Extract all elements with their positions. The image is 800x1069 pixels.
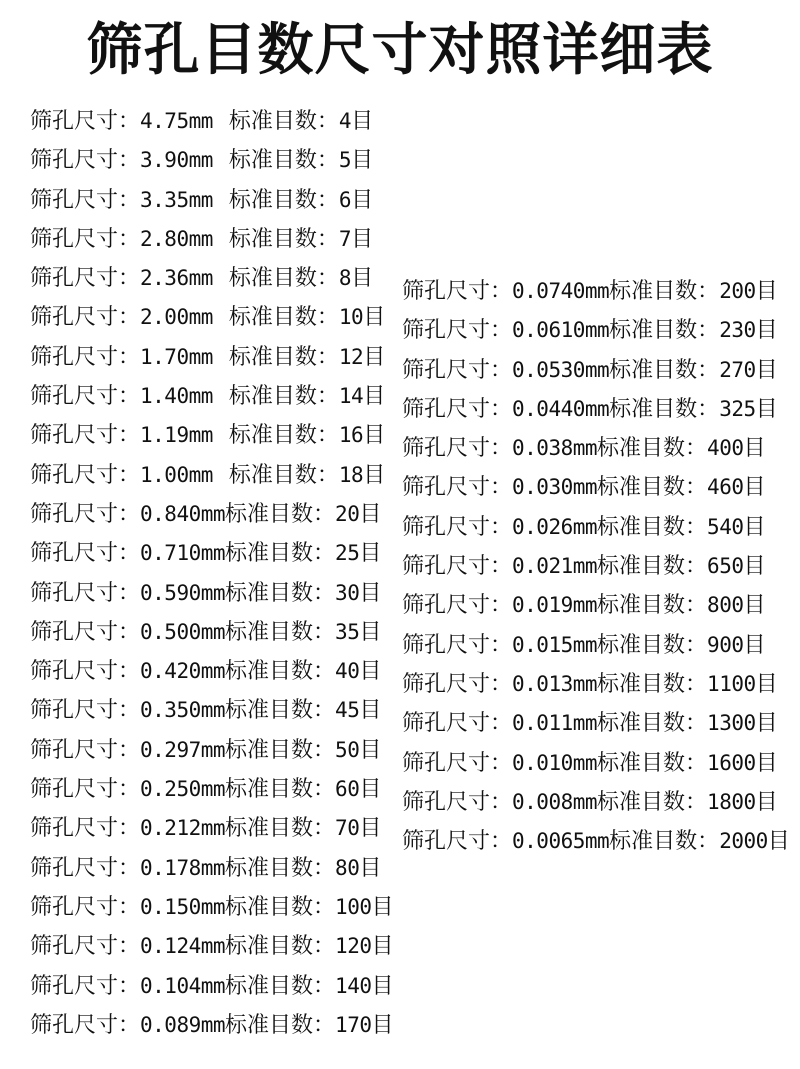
list-item bbox=[30, 691, 394, 730]
size-unit: mm bbox=[572, 750, 598, 775]
mesh-unit: 目 bbox=[743, 436, 766, 462]
mesh-unit: 目 bbox=[371, 1012, 394, 1038]
mesh-label: 标准目数： bbox=[228, 462, 339, 488]
list-item bbox=[402, 665, 790, 704]
size-label: 筛孔尺寸： bbox=[30, 226, 141, 252]
mesh-value: 1600 bbox=[707, 750, 756, 775]
mesh-value: 400 bbox=[707, 436, 744, 461]
size-unit: mm bbox=[188, 266, 213, 291]
size-value: 2.80 bbox=[140, 226, 189, 251]
size-label: 筛孔尺寸： bbox=[30, 187, 141, 213]
list-item bbox=[402, 744, 790, 783]
size-unit: mm bbox=[200, 541, 226, 566]
size-label: 筛孔尺寸： bbox=[30, 659, 141, 685]
list-item bbox=[402, 547, 790, 586]
list-item bbox=[402, 783, 790, 822]
size-label: 筛孔尺寸： bbox=[30, 305, 141, 331]
list-item bbox=[30, 220, 394, 259]
size-value: 2.00 bbox=[140, 305, 189, 330]
size-label: 筛孔尺寸： bbox=[30, 580, 141, 606]
mesh-unit: 目 bbox=[755, 396, 778, 422]
mesh-label: 标准目数： bbox=[225, 737, 336, 763]
size-label: 筛孔尺寸： bbox=[402, 632, 513, 658]
size-label: 筛孔尺寸： bbox=[402, 514, 513, 540]
mesh-unit: 目 bbox=[755, 789, 778, 815]
mesh-value: 170 bbox=[335, 1012, 372, 1037]
mesh-label: 标准目数： bbox=[225, 816, 336, 842]
size-unit: mm bbox=[584, 279, 610, 303]
mesh-unit: 目 bbox=[359, 580, 382, 606]
size-label: 筛孔尺寸： bbox=[402, 357, 513, 383]
mesh-unit: 目 bbox=[363, 423, 386, 449]
size-label: 筛孔尺寸： bbox=[402, 593, 513, 619]
mesh-unit: 目 bbox=[743, 475, 766, 501]
mesh-value: 230 bbox=[719, 318, 756, 343]
mesh-value: 1800 bbox=[707, 789, 756, 814]
mesh-label: 标准目数： bbox=[228, 305, 339, 331]
mesh-value: 650 bbox=[707, 554, 744, 579]
list-item bbox=[30, 574, 394, 613]
size-unit: mm bbox=[584, 318, 610, 343]
size-label: 筛孔尺寸： bbox=[402, 750, 513, 776]
mesh-unit: 目 bbox=[359, 659, 382, 685]
size-value: 0.019 bbox=[512, 593, 573, 618]
mesh-label: 标准目数： bbox=[597, 750, 708, 776]
page-title: 筛孔目数尺寸对照详细表 bbox=[86, 17, 714, 83]
size-value: 3.35 bbox=[140, 187, 189, 212]
list-item bbox=[30, 809, 394, 848]
list-item bbox=[30, 495, 394, 534]
size-unit: mm bbox=[200, 501, 226, 526]
size-value: 0.124 bbox=[140, 934, 201, 959]
size-value: 1.19 bbox=[140, 423, 189, 448]
size-value: 0.590 bbox=[140, 580, 201, 605]
mesh-label: 标准目数： bbox=[609, 318, 720, 344]
mesh-label: 标准目数： bbox=[228, 344, 339, 370]
size-value: 0.297 bbox=[140, 737, 201, 762]
mesh-unit: 目 bbox=[755, 279, 778, 304]
mesh-unit: 目 bbox=[359, 737, 382, 763]
size-unit: mm bbox=[200, 737, 226, 762]
list-item bbox=[30, 338, 394, 377]
size-unit: mm bbox=[572, 554, 598, 579]
size-label: 筛孔尺寸： bbox=[30, 109, 141, 134]
mesh-unit: 目 bbox=[359, 855, 382, 881]
mesh-label: 标准目数： bbox=[228, 109, 339, 134]
size-unit: mm bbox=[572, 593, 598, 618]
size-value: 0.089 bbox=[140, 1012, 201, 1037]
size-unit: mm bbox=[188, 384, 213, 409]
size-value: 0.010 bbox=[512, 750, 573, 775]
mesh-unit: 目 bbox=[371, 894, 394, 920]
mesh-label: 标准目数： bbox=[225, 619, 336, 645]
list-item bbox=[30, 927, 394, 966]
size-value: 1.00 bbox=[140, 462, 189, 487]
mesh-label: 标准目数： bbox=[228, 226, 339, 252]
mesh-unit: 目 bbox=[755, 318, 778, 344]
size-value: 3.90 bbox=[140, 148, 189, 173]
size-label: 筛孔尺寸： bbox=[30, 816, 141, 842]
size-unit: mm bbox=[200, 1012, 226, 1037]
left-mesh-list bbox=[30, 102, 394, 1045]
size-label: 筛孔尺寸： bbox=[402, 711, 513, 737]
size-unit: mm bbox=[188, 226, 213, 251]
mesh-value: 35 bbox=[335, 619, 360, 644]
size-unit: mm bbox=[584, 357, 610, 382]
mesh-value: 4 bbox=[338, 109, 352, 133]
size-unit: mm bbox=[200, 777, 226, 802]
size-value: 1.40 bbox=[140, 384, 189, 409]
mesh-value: 30 bbox=[335, 580, 360, 605]
mesh-label: 标准目数： bbox=[597, 436, 708, 462]
size-unit: mm bbox=[200, 894, 226, 919]
list-item bbox=[30, 102, 394, 141]
size-label: 筛孔尺寸： bbox=[30, 855, 141, 881]
size-unit: mm bbox=[200, 698, 226, 723]
mesh-value: 80 bbox=[335, 855, 360, 880]
mesh-unit: 目 bbox=[743, 514, 766, 540]
list-item bbox=[402, 626, 790, 665]
mesh-unit: 目 bbox=[359, 816, 382, 842]
size-label: 筛孔尺寸： bbox=[30, 698, 141, 724]
list-item bbox=[30, 259, 394, 298]
size-label: 筛孔尺寸： bbox=[30, 541, 141, 567]
size-value: 0.013 bbox=[512, 671, 573, 696]
mesh-label: 标准目数： bbox=[225, 934, 336, 960]
list-item bbox=[402, 704, 790, 743]
mesh-value: 20 bbox=[335, 501, 360, 526]
size-value: 0.150 bbox=[140, 894, 201, 919]
mesh-unit: 目 bbox=[743, 554, 766, 580]
mesh-label: 标准目数： bbox=[225, 501, 336, 527]
size-value: 0.0530 bbox=[512, 357, 585, 382]
mesh-label: 标准目数： bbox=[225, 698, 336, 724]
list-item bbox=[30, 613, 394, 652]
size-unit: mm bbox=[200, 619, 226, 644]
size-label: 筛孔尺寸： bbox=[30, 501, 141, 527]
size-unit: mm bbox=[188, 187, 213, 212]
size-unit: mm bbox=[188, 462, 213, 487]
size-label: 筛孔尺寸： bbox=[30, 934, 141, 960]
mesh-label: 标准目数： bbox=[225, 894, 336, 920]
mesh-value: 14 bbox=[338, 384, 364, 409]
size-value: 0.104 bbox=[140, 973, 201, 998]
size-unit: mm bbox=[572, 711, 598, 736]
size-unit: mm bbox=[572, 475, 598, 500]
size-unit: mm bbox=[200, 816, 226, 841]
size-label: 筛孔尺寸： bbox=[402, 829, 513, 855]
size-label: 筛孔尺寸： bbox=[30, 619, 141, 645]
mesh-unit: 目 bbox=[351, 226, 374, 252]
size-label: 筛孔尺寸： bbox=[30, 1012, 141, 1038]
size-value: 0.0610 bbox=[512, 318, 585, 343]
size-value: 0.178 bbox=[140, 855, 201, 880]
mesh-label: 标准目数： bbox=[228, 384, 339, 410]
mesh-label: 标准目数： bbox=[597, 475, 708, 501]
mesh-unit: 目 bbox=[767, 829, 790, 855]
size-label: 筛孔尺寸： bbox=[402, 671, 513, 697]
mesh-value: 5 bbox=[338, 148, 352, 173]
size-unit: mm bbox=[188, 344, 213, 369]
list-item bbox=[402, 351, 790, 390]
mesh-unit: 目 bbox=[743, 632, 766, 658]
list-item bbox=[30, 770, 394, 809]
list-item bbox=[402, 272, 790, 311]
size-value: 0.011 bbox=[512, 711, 573, 736]
list-item bbox=[402, 586, 790, 625]
mesh-value: 16 bbox=[338, 423, 364, 448]
mesh-value: 18 bbox=[338, 462, 364, 487]
size-unit: mm bbox=[572, 632, 598, 657]
size-value: 0.026 bbox=[512, 514, 573, 539]
list-item bbox=[30, 967, 394, 1006]
mesh-value: 70 bbox=[335, 816, 360, 841]
size-value: 0.710 bbox=[140, 541, 201, 566]
mesh-label: 标准目数： bbox=[228, 187, 339, 213]
mesh-value: 2000 bbox=[719, 829, 768, 854]
size-value: 0.030 bbox=[512, 475, 573, 500]
size-label: 筛孔尺寸： bbox=[30, 384, 141, 410]
mesh-value: 540 bbox=[707, 514, 744, 539]
size-unit: mm bbox=[188, 148, 213, 173]
list-item bbox=[30, 888, 394, 927]
size-value: 0.350 bbox=[140, 698, 201, 723]
size-value: 0.038 bbox=[512, 436, 573, 461]
size-unit: mm bbox=[188, 305, 213, 330]
size-unit: mm bbox=[572, 514, 598, 539]
mesh-value: 325 bbox=[719, 396, 756, 421]
mesh-value: 12 bbox=[338, 344, 364, 369]
mesh-unit: 目 bbox=[351, 187, 374, 213]
size-value: 0.0065 bbox=[512, 829, 585, 854]
mesh-label: 标准目数： bbox=[597, 554, 708, 580]
size-value: 0.500 bbox=[140, 619, 201, 644]
mesh-value: 200 bbox=[719, 279, 756, 303]
mesh-label: 标准目数： bbox=[609, 357, 720, 383]
list-item bbox=[30, 731, 394, 770]
size-label: 筛孔尺寸： bbox=[30, 777, 141, 803]
mesh-value: 7 bbox=[338, 226, 352, 251]
size-unit: mm bbox=[200, 934, 226, 959]
right-mesh-list bbox=[402, 272, 790, 861]
mesh-value: 6 bbox=[338, 187, 352, 212]
mesh-label: 标准目数： bbox=[597, 711, 708, 737]
mesh-unit: 目 bbox=[755, 711, 778, 737]
size-unit: mm bbox=[572, 671, 598, 696]
mesh-label: 标准目数： bbox=[597, 514, 708, 540]
mesh-label: 标准目数： bbox=[597, 789, 708, 815]
mesh-unit: 目 bbox=[371, 973, 394, 999]
size-value: 0.420 bbox=[140, 659, 201, 684]
mesh-label: 标准目数： bbox=[225, 973, 336, 999]
mesh-label: 标准目数： bbox=[228, 148, 339, 174]
size-label: 筛孔尺寸： bbox=[402, 789, 513, 815]
mesh-value: 140 bbox=[335, 973, 372, 998]
mesh-label: 标准目数： bbox=[609, 396, 720, 422]
mesh-unit: 目 bbox=[359, 541, 382, 567]
mesh-value: 45 bbox=[335, 698, 360, 723]
size-label: 筛孔尺寸： bbox=[402, 318, 513, 344]
size-unit: mm bbox=[188, 423, 213, 448]
size-value: 0.212 bbox=[140, 816, 201, 841]
size-value: 0.250 bbox=[140, 777, 201, 802]
mesh-label: 标准目数： bbox=[225, 1012, 336, 1038]
list-item bbox=[30, 377, 394, 416]
size-value: 0.840 bbox=[140, 501, 201, 526]
size-label: 筛孔尺寸： bbox=[30, 344, 141, 370]
mesh-unit: 目 bbox=[363, 305, 386, 331]
mesh-unit: 目 bbox=[755, 750, 778, 776]
size-value: 0.021 bbox=[512, 554, 573, 579]
mesh-unit: 目 bbox=[363, 462, 386, 488]
mesh-value: 8 bbox=[338, 266, 352, 291]
size-unit: mm bbox=[200, 855, 226, 880]
mesh-label: 标准目数： bbox=[225, 541, 336, 567]
mesh-unit: 目 bbox=[363, 344, 386, 370]
mesh-label: 标准目数： bbox=[225, 580, 336, 606]
mesh-label: 标准目数： bbox=[225, 777, 336, 803]
size-label: 筛孔尺寸： bbox=[30, 973, 141, 999]
mesh-value: 60 bbox=[335, 777, 360, 802]
list-item bbox=[30, 181, 394, 220]
mesh-value: 1300 bbox=[707, 711, 756, 736]
mesh-unit: 目 bbox=[359, 501, 382, 527]
mesh-label: 标准目数： bbox=[597, 632, 708, 658]
list-item bbox=[30, 652, 394, 691]
mesh-unit: 目 bbox=[743, 593, 766, 619]
mesh-value: 10 bbox=[338, 305, 364, 330]
size-label: 筛孔尺寸： bbox=[402, 396, 513, 422]
mesh-value: 1100 bbox=[707, 671, 756, 696]
mesh-unit: 目 bbox=[359, 777, 382, 803]
mesh-unit: 目 bbox=[351, 148, 374, 174]
mesh-unit: 目 bbox=[755, 671, 778, 697]
size-label: 筛孔尺寸： bbox=[402, 436, 513, 462]
list-item bbox=[30, 849, 394, 888]
size-unit: mm bbox=[200, 973, 226, 998]
mesh-value: 50 bbox=[335, 737, 360, 762]
list-item bbox=[30, 456, 394, 495]
size-label: 筛孔尺寸： bbox=[30, 148, 141, 174]
mesh-unit: 目 bbox=[755, 357, 778, 383]
mesh-value: 120 bbox=[335, 934, 372, 959]
list-item bbox=[402, 429, 790, 468]
mesh-label: 标准目数： bbox=[225, 659, 336, 685]
size-label: 筛孔尺寸： bbox=[30, 423, 141, 449]
list-item bbox=[30, 1006, 394, 1045]
mesh-unit: 目 bbox=[363, 384, 386, 410]
size-label: 筛孔尺寸： bbox=[402, 279, 513, 304]
size-value: 2.36 bbox=[140, 266, 189, 291]
mesh-unit: 目 bbox=[359, 698, 382, 724]
mesh-label: 标准目数： bbox=[597, 671, 708, 697]
mesh-label: 标准目数： bbox=[609, 829, 720, 855]
mesh-label: 标准目数： bbox=[609, 279, 720, 304]
list-item bbox=[30, 141, 394, 180]
mesh-value: 100 bbox=[335, 894, 372, 919]
list-item bbox=[30, 298, 394, 337]
size-label: 筛孔尺寸： bbox=[30, 737, 141, 763]
mesh-label: 标准目数： bbox=[225, 855, 336, 881]
mesh-label: 标准目数： bbox=[228, 423, 339, 449]
mesh-value: 900 bbox=[707, 632, 744, 657]
size-value: 4.75 bbox=[140, 109, 189, 133]
list-item bbox=[402, 390, 790, 429]
size-label: 筛孔尺寸： bbox=[402, 554, 513, 580]
mesh-label: 标准目数： bbox=[228, 266, 339, 292]
size-label: 筛孔尺寸： bbox=[402, 475, 513, 501]
mesh-value: 25 bbox=[335, 541, 360, 566]
list-item bbox=[402, 311, 790, 350]
size-value: 0.008 bbox=[512, 789, 573, 814]
list-item bbox=[402, 508, 790, 547]
size-unit: mm bbox=[584, 396, 610, 421]
size-value: 0.015 bbox=[512, 632, 573, 657]
mesh-value: 460 bbox=[707, 475, 744, 500]
size-unit: mm bbox=[188, 109, 213, 133]
size-value: 0.0740 bbox=[512, 279, 585, 303]
size-unit: mm bbox=[200, 580, 226, 605]
mesh-unit: 目 bbox=[371, 934, 394, 960]
mesh-value: 40 bbox=[335, 659, 360, 684]
list-item bbox=[30, 534, 394, 573]
mesh-value: 800 bbox=[707, 593, 744, 618]
size-unit: mm bbox=[572, 436, 598, 461]
list-item bbox=[30, 416, 394, 455]
mesh-value: 270 bbox=[719, 357, 756, 382]
size-value: 0.0440 bbox=[512, 396, 585, 421]
size-label: 筛孔尺寸： bbox=[30, 462, 141, 488]
list-item bbox=[402, 468, 790, 507]
size-unit: mm bbox=[572, 789, 598, 814]
size-label: 筛孔尺寸： bbox=[30, 266, 141, 292]
size-value: 1.70 bbox=[140, 344, 189, 369]
mesh-unit: 目 bbox=[359, 619, 382, 645]
size-unit: mm bbox=[584, 829, 610, 854]
mesh-unit: 目 bbox=[351, 109, 374, 134]
list-item bbox=[402, 822, 790, 861]
mesh-label: 标准目数： bbox=[597, 593, 708, 619]
size-unit: mm bbox=[200, 659, 226, 684]
mesh-unit: 目 bbox=[351, 266, 374, 292]
size-label: 筛孔尺寸： bbox=[30, 894, 141, 920]
